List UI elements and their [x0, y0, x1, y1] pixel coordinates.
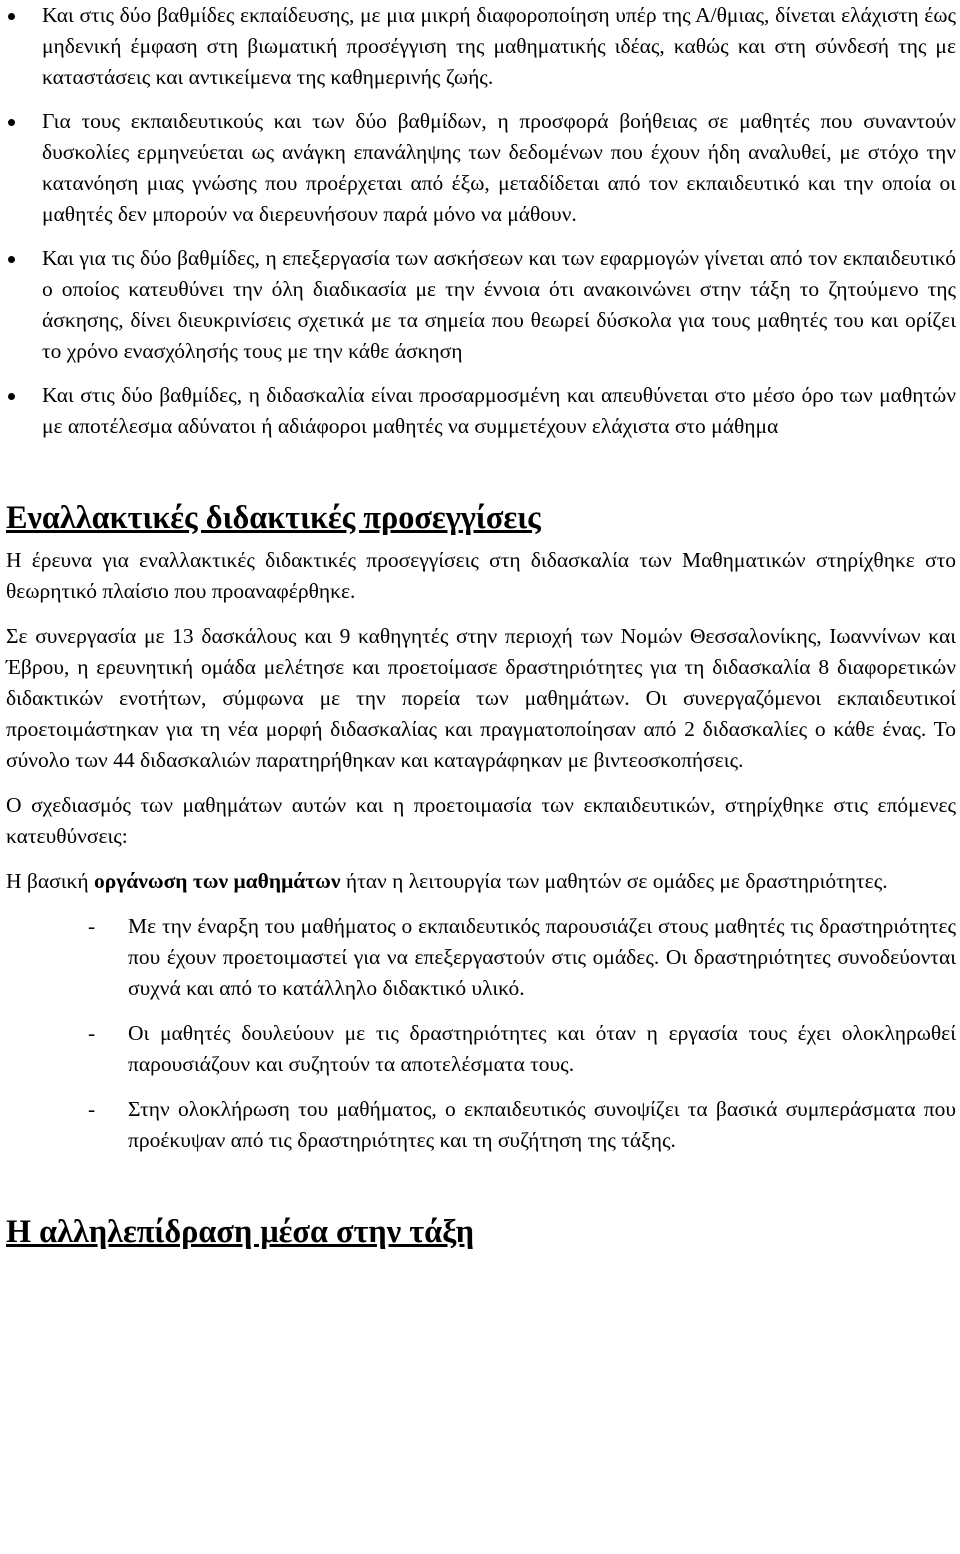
bullet-item	[6, 243, 956, 367]
organization-text-start: Η βασική	[6, 869, 94, 893]
dash-list-item	[6, 911, 956, 1004]
bullet-item	[6, 380, 956, 442]
dash-marker: -	[88, 1021, 96, 1045]
dash-item-text: Στην ολοκλήρωση του μαθήματος, ο εκπαιδευτικός συνοψίζει τα βασικά συμπεράσματα που προέκυψαν από τις δραστηριότητες και τη συζήτηση της τάξης.	[128, 1097, 956, 1152]
paragraph-organization	[6, 866, 956, 897]
section-heading-alternative-approaches: Εναλλακτικές διδακτικές προσεγγίσεις	[6, 499, 541, 535]
bullet-item	[6, 0, 956, 93]
dash-list-item	[6, 1094, 956, 1156]
section-heading-classroom-interaction: Η αλληλεπίδραση μέσα στην τάξη	[6, 1213, 475, 1249]
dash-list-item	[6, 1018, 956, 1080]
document-page	[6, 0, 956, 1247]
paragraph-research-intro: Η έρευνα για εναλλακτικές διδακτικές προσεγγίσεις στη διδασκαλία των Μαθηματικών στηρίχθηκε στο θεωρητικό πλαίσιο που προαναφέρθηκε.	[6, 548, 956, 603]
findings-bullet-list	[6, 0, 956, 442]
dash-marker: -	[88, 1097, 96, 1121]
bullet-icon	[8, 13, 15, 20]
dash-marker: -	[88, 914, 96, 938]
dash-item-text: Οι μαθητές δουλεύουν με τις δραστηριότητες και όταν η εργασία τους έχει ολοκληρωθεί παρουσιάζουν και συζητούν τα αποτελέσματα τους.	[128, 1021, 956, 1076]
dash-item-text: Με την έναρξη του μαθήματος ο εκπαιδευτικός παρουσιάζει στους μαθητές τις δραστηριότητες που έχουν προετοιμαστεί για να επεξεργαστούν στις ομάδες. Οι δραστηριότητες συνοδεύονται συχνά και από το κατάλληλο διδακτικό υλικό.	[128, 914, 956, 1000]
bullet-icon	[8, 393, 15, 400]
organization-bold-term: οργάνωση των μαθημάτων	[93, 869, 341, 893]
organization-text-end: ήταν η λειτουργία των μαθητών σε ομάδες με δραστηριότητες.	[340, 869, 888, 893]
bullet-text: Και για τις δύο βαθμίδες, η επεξεργασία των ασκήσεων και των εφαρμογών γίνεται από τον εκπαιδευτικό ο οποίος κατευθύνει την όλη διαδικασία με την έννοια ότι ανακοινώνει στην τάξη το ζητούμενο της άσκησης, δίνει διευκρινίσεις σχετικά με τα σημεία που θεωρεί δύσκολα για τους μαθητές του και ορίζει το χρόνο ενασχόλησής τους με την κάθε άσκηση	[42, 246, 956, 363]
bullet-text: Και στις δύο βαθμίδες εκπαίδευσης, με μια μικρή διαφοροποίηση υπέρ της Α/θμιας, δίνεται ελάχιστη έως μηδενική έμφαση στη βιωματική προσέγγιση της μαθηματικής ιδέας, καθώς και στη σύνδεσή της με καταστάσεις και αντικείμενα της καθημερινής ζωής.	[42, 3, 956, 89]
bullet-icon	[8, 256, 15, 263]
paragraph-design: Ο σχεδιασμός των μαθημάτων αυτών και η προετοιμασία των εκπαιδευτικών, στηρίχθηκε στις επόμενες κατευθύνσεις:	[6, 793, 956, 848]
bullet-text: Για τους εκπαιδευτικούς και των δύο βαθμίδων, η προσφορά βοήθειας σε μαθητές που συναντούν δυσκολίες ερμηνεύεται ως ανάγκη επανάληψης των δεδομένων που έχουν ήδη αναλυθεί, με στόχο την κατανόηση μιας γνώσης που προέρχεται από έξω, μεταδίδεται από τον εκπαιδευτικό και την οποία οι μαθητές δεν μπορούν να διερευνήσουν παρά μόνο να μάθουν.	[42, 109, 956, 226]
organization-steps-list	[6, 911, 956, 1156]
paragraph-collaboration: Σε συνεργασία με 13 δασκάλους και 9 καθηγητές στην περιοχή των Νομών Θεσσαλονίκης, Ιωαννίνων και Έβρου, η ερευνητική ομάδα μελέτησε και προετοίμασε δραστηριότητες για τη διδασκαλία 8 διαφορετικών διδακτικών ενοτήτων, σύμφωνα με την πορεία των μαθημάτων. Οι συνεργαζόμενοι εκπαιδευτικοί προετοιμάστηκαν για τη νέα μορφή διδασκαλίας και πραγματοποίησαν από 2 διδασκαλίες ο κάθε ένας. Το σύνολο των 44 διδασκαλιών παρατηρήθηκαν και καταγράφηκαν με βιντεοσκοπήσεις.	[6, 624, 956, 772]
bullet-item	[6, 106, 956, 230]
bullet-icon	[8, 119, 15, 126]
bullet-text: Και στις δύο βαθμίδες, η διδασκαλία είναι προσαρμοσμένη και απευθύνεται στο μέσο όρο των μαθητών με αποτέλεσμα αδύνατοι ή αδιάφοροι μαθητές να συμμετέχουν ελάχιστα στο μάθημα	[42, 383, 956, 438]
